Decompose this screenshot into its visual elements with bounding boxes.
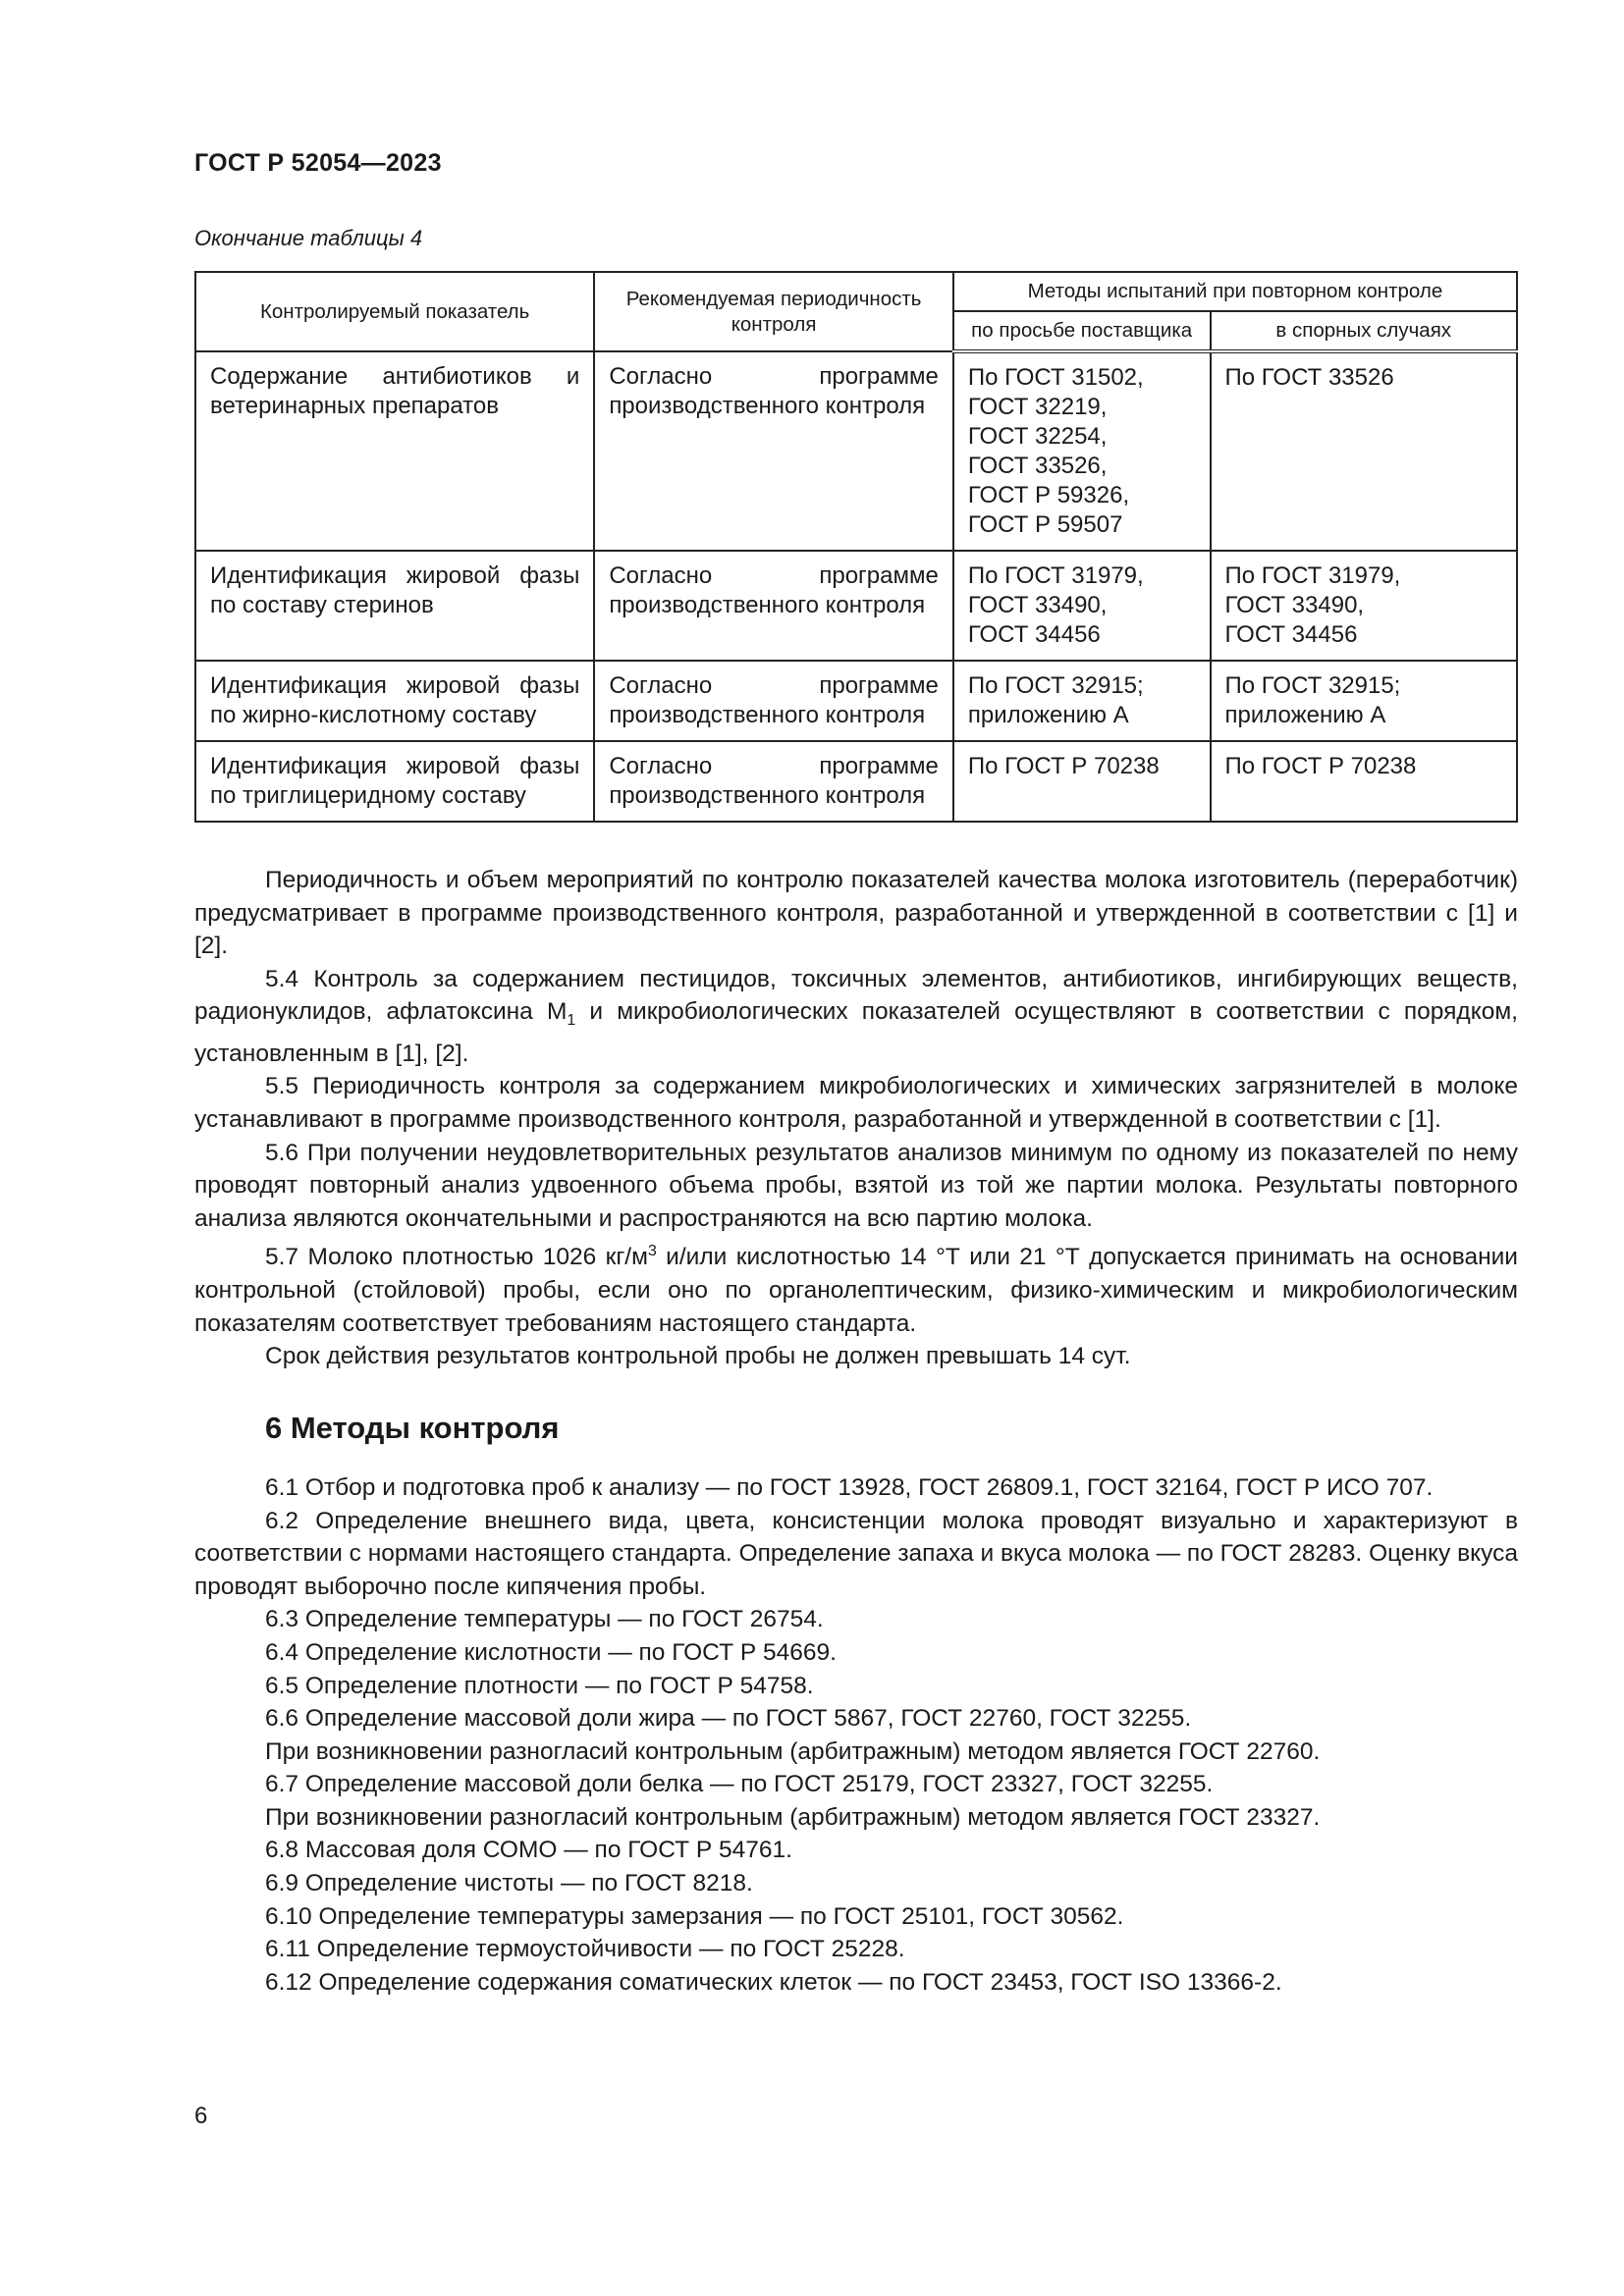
document-header: ГОСТ Р 52054—2023 (194, 149, 442, 177)
cell-supplier-request: По ГОСТ 32915; приложению А (953, 661, 1211, 741)
section-title: 6 Методы контроля (265, 1410, 560, 1445)
cell-periodicity: Согласно программе производственного контроля (594, 661, 953, 741)
page-number: 6 (194, 2103, 208, 2129)
cell-disputes: По ГОСТ 31979, ГОСТ 33490, ГОСТ 34456 (1211, 551, 1518, 661)
paragraph: 5.7 Молоко плотностью 1026 $кг/м^3$ и/или кислотностью 14 °Т или 21 °Т допускается принимать на основании контрольной (стойловой) пробы, если оно по органолептическим, физико-химическим и микробиологическим показателям соответствует требованиям настоящего стандарта. (194, 1243, 1518, 1337)
paragraph: 6.2 Определение внешнего вида, цвета, консистенции молока проводят визуально и характеризуют в соответствии с нормами настоящего стандарта. Определение запаха и вкуса молока — по ГОСТ 28283. Оценку вкуса проводят выборочно после кипячения пробы. (194, 1507, 1518, 1600)
header-indicator: Контролируемый показатель (195, 272, 594, 351)
paragraph: 6.5 Определение плотности — по ГОСТ Р 54758. (265, 1672, 814, 1699)
table-row (195, 661, 1517, 741)
cell-supplier-request: По ГОСТ 31502, ГОСТ 32219, ГОСТ 32254, ГОСТ 33526, ГОСТ Р 59326, ГОСТ Р 59507 (953, 351, 1211, 551)
table-row (195, 351, 1517, 551)
paragraph: 5.6 При получении неудовлетворительных результатов анализов минимум по одному из показателей по нему проводят повторный анализ удвоенного объема пробы, взятой из той же партии молока. Результаты повторного анализа являются окончательными и распространяются на всю партию молока. (194, 1139, 1518, 1232)
cell-periodicity: Согласно программе производственного контроля (594, 551, 953, 661)
paragraph: Периодичность и объем мероприятий по контролю показателей качества молока изготовитель (переработчик) предусматривает в программе производственного контроля, разработанной и утвержденной в соответствии с [1] и [2]. (194, 867, 1518, 960)
table-body (195, 351, 1517, 822)
cell-disputes: По ГОСТ 33526 (1211, 351, 1518, 551)
table-4 (194, 271, 1518, 823)
paragraph: 6.9 Определение чистоты — по ГОСТ 8218. (265, 1870, 753, 1897)
header-periodicity: Рекомендуемая периодичность контроля (594, 272, 953, 351)
cell-indicator: Содержание антибиотиков и ветеринарных препаратов (195, 351, 594, 551)
paragraph: 6.3 Определение температуры — по ГОСТ 26754. (265, 1606, 824, 1633)
paragraph: При возникновении разногласий контрольным (арбитражным) методом является ГОСТ 23327. (265, 1803, 1321, 1831)
header-methods-group: Методы испытаний при повторном контроле (953, 272, 1517, 311)
cell-periodicity: Согласно программе производственного контроля (594, 741, 953, 822)
cell-disputes: По ГОСТ 32915; приложению А (1211, 661, 1518, 741)
body-text (194, 864, 1518, 1999)
paragraph: При возникновении разногласий контрольным (арбитражным) методом является ГОСТ 22760. (265, 1737, 1321, 1765)
header-disputes: в спорных случаях (1211, 311, 1518, 351)
cell-indicator: Идентификация жировой фазы по жирно-кислотному составу (195, 661, 594, 741)
paragraph: 5.5 Периодичность контроля за содержанием микробиологических и химических загрязнителей в молоке устанавливают в программе производственного контроля, разработанной и утвержденной в соответствии с [1]. (194, 1073, 1518, 1134)
paragraph: Срок действия результатов контрольной пробы не должен превышать 14 сут. (265, 1343, 1131, 1370)
paragraph: 6.12 Определение содержания соматических клеток — по ГОСТ 23453, ГОСТ ISO 13366-2. (265, 1968, 1282, 1996)
section-paragraphs (194, 1471, 1518, 2000)
paragraph: 5.4 Контроль за содержанием пестицидов, токсичных элементов, антибиотиков, ингибирующих веществ, радионуклидов, афлатоксина $М_1$ и микробиологических показателей осуществляют в соответствии с порядком, установленным в [1], [2]. (194, 965, 1518, 1067)
paragraphs-after-table (194, 864, 1518, 1373)
header-supplier-request: по просьбе поставщика (953, 311, 1211, 351)
paragraph: 6.6 Определение массовой доли жира — по ГОСТ 5867, ГОСТ 22760, ГОСТ 32255. (265, 1705, 1192, 1733)
cell-indicator: Идентификация жировой фазы по составу стеринов (195, 551, 594, 661)
paragraph: 6.10 Определение температуры замерзания — по ГОСТ 25101, ГОСТ 30562. (265, 1902, 1124, 1930)
cell-periodicity: Согласно программе производственного контроля (594, 351, 953, 551)
table-header-row (195, 272, 1517, 311)
paragraph: 6.1 Отбор и подготовка проб к анализу — по ГОСТ 13928, ГОСТ 26809.1, ГОСТ 32164, ГОСТ Р ИСО 707. (265, 1473, 1434, 1501)
paragraph: 6.7 Определение массовой доли белка — по ГОСТ 25179, ГОСТ 23327, ГОСТ 32255. (265, 1771, 1214, 1798)
cell-disputes: По ГОСТ Р 70238 (1211, 741, 1518, 822)
paragraph: 6.4 Определение кислотности — по ГОСТ Р 54669. (265, 1638, 837, 1666)
cell-supplier-request: По ГОСТ 31979, ГОСТ 33490, ГОСТ 34456 (953, 551, 1211, 661)
paragraph: 6.11 Определение термоустойчивости — по ГОСТ 25228. (265, 1936, 905, 1963)
table-row (195, 741, 1517, 822)
table-row (195, 551, 1517, 661)
table-caption: Окончание таблицы 4 (194, 226, 423, 250)
cell-indicator: Идентификация жировой фазы по триглицеридному составу (195, 741, 594, 822)
paragraph: 6.8 Массовая доля СОМО — по ГОСТ Р 54761. (265, 1837, 792, 1864)
cell-supplier-request: По ГОСТ Р 70238 (953, 741, 1211, 822)
